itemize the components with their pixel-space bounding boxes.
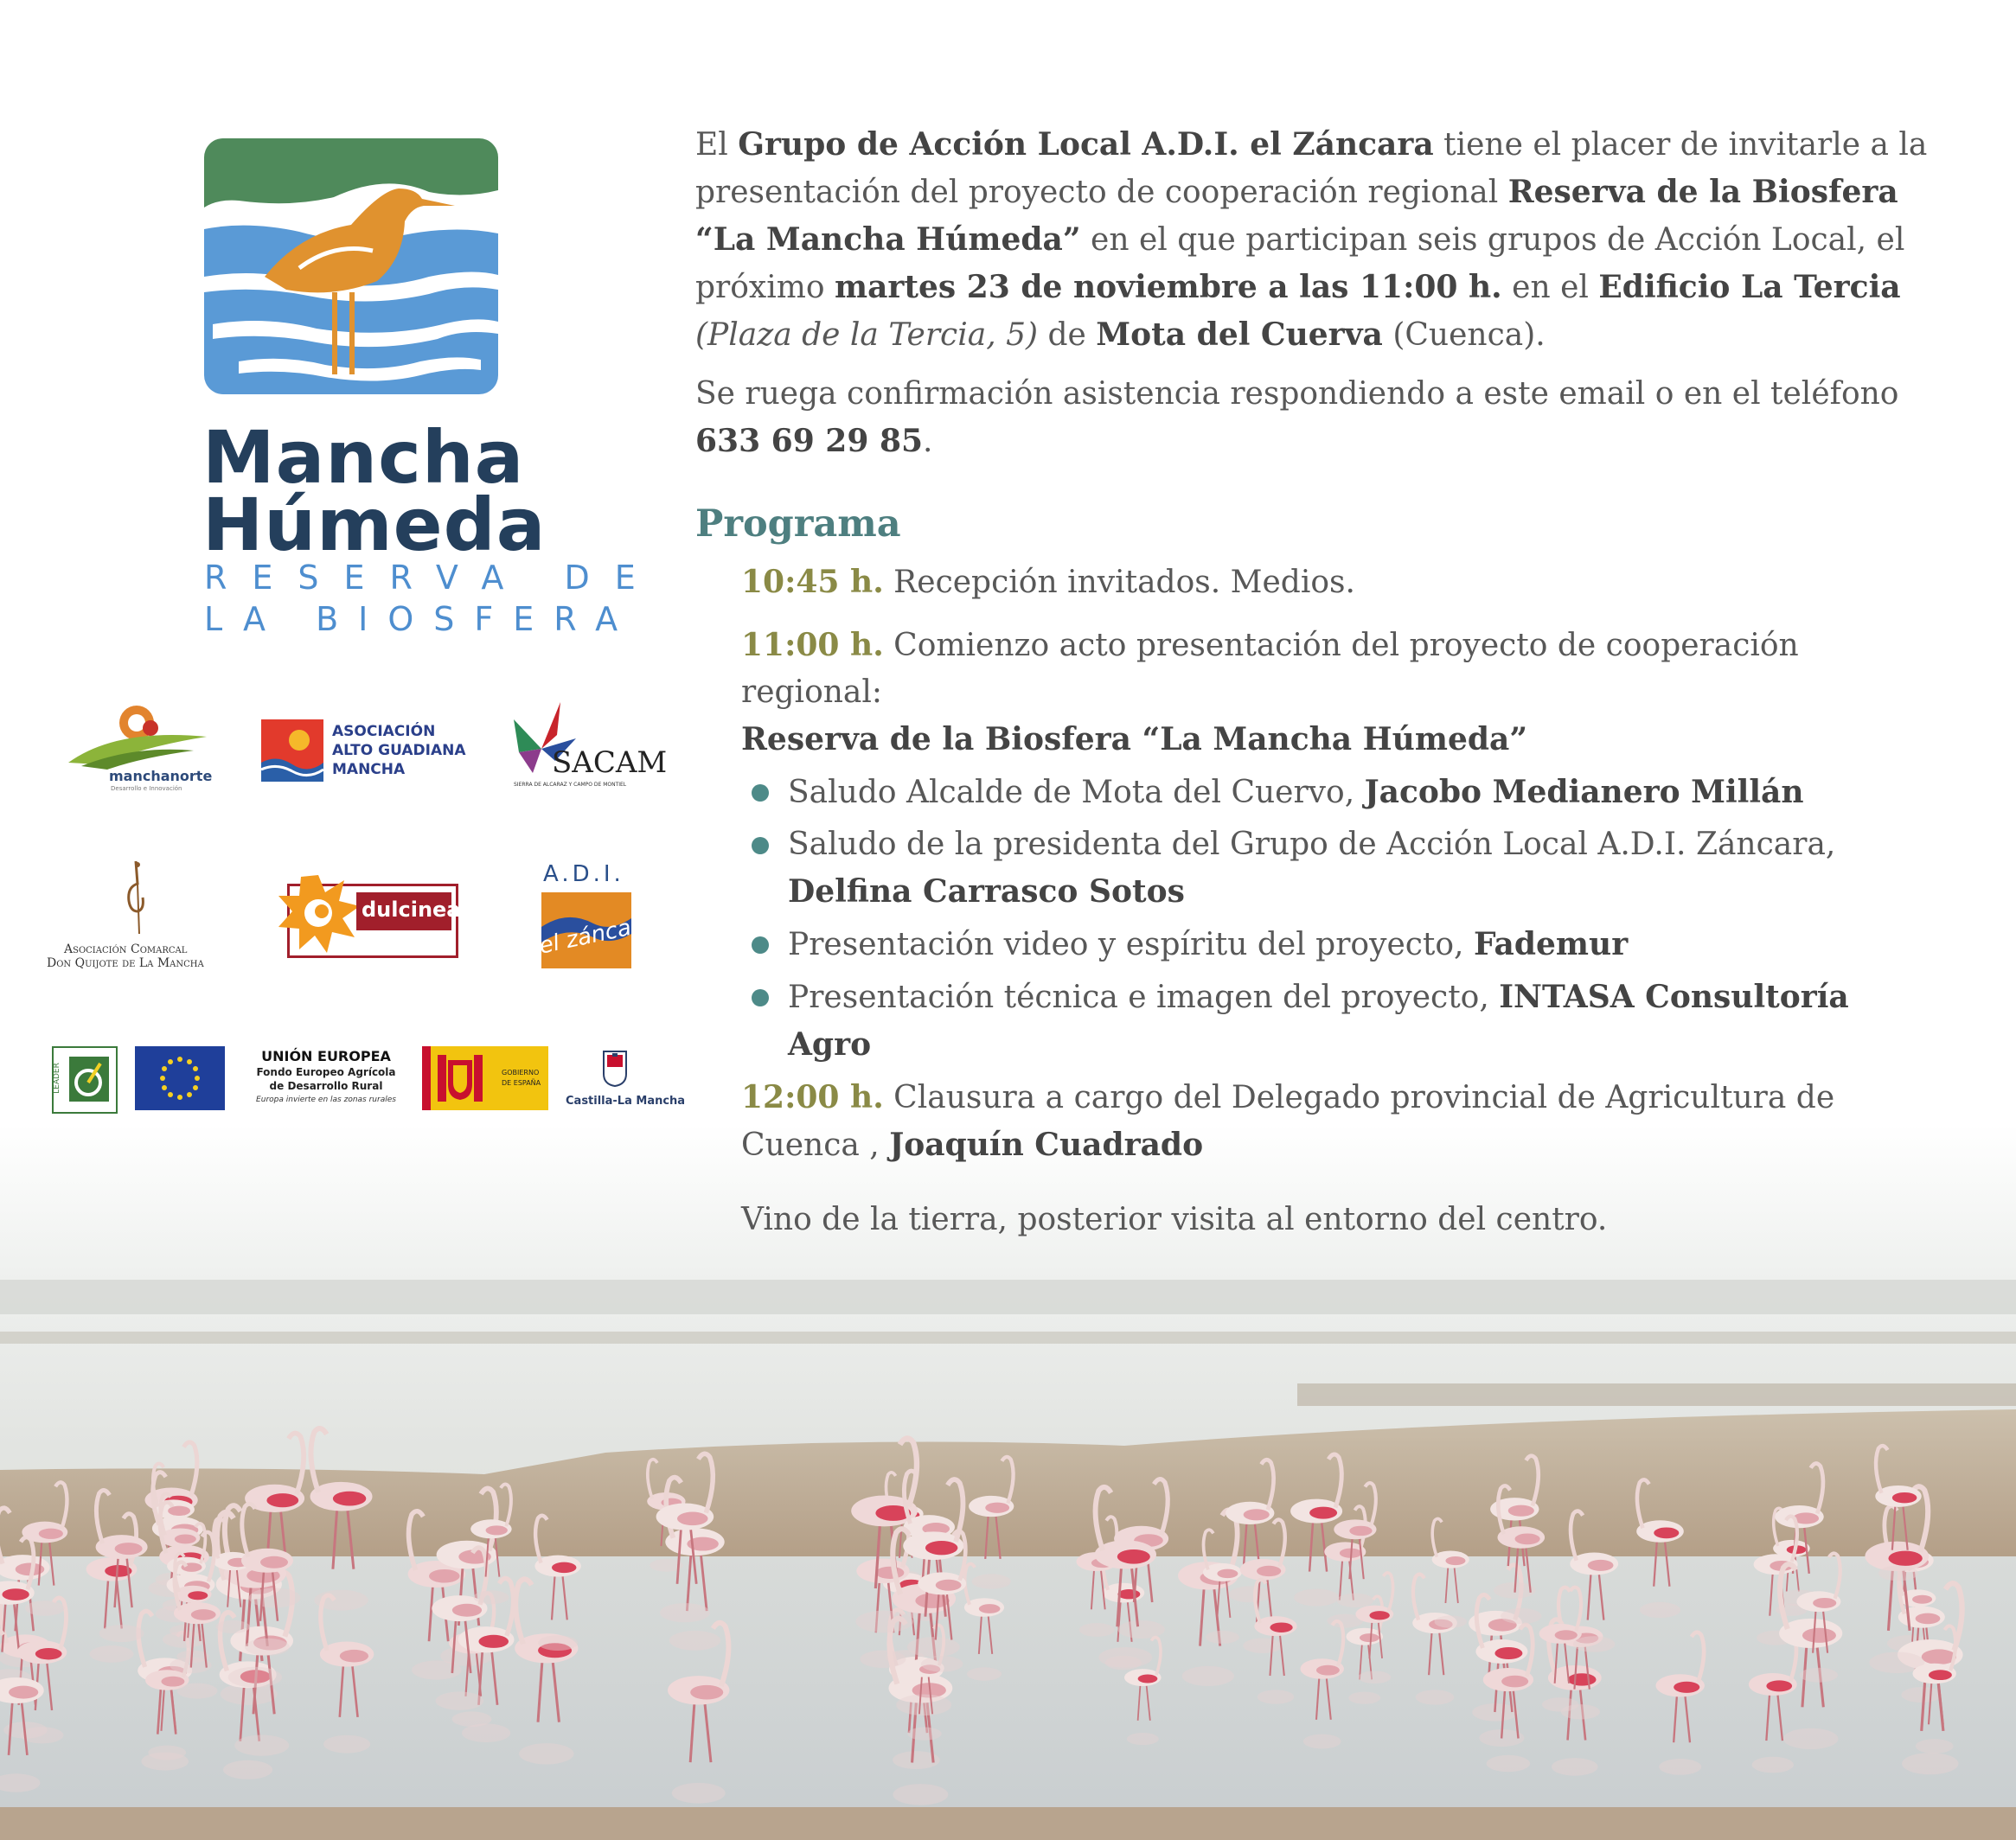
phone-number: 633 69 29 85 — [695, 423, 924, 459]
confirmation-paragraph — [695, 371, 1941, 465]
castilla-la-mancha-shield-icon — [602, 1048, 628, 1088]
program-project-name: Reserva de la Biosfera “La Mancha Húmeda” — [741, 721, 1528, 757]
program-text: Comienzo acto presentación del proyecto de cooperación regional: — [741, 628, 1799, 710]
mancha-humeda-bird-logo — [204, 138, 498, 394]
venue-name: Edificio La Tercia — [1598, 269, 1901, 305]
logo-title-line1: Mancha — [202, 415, 525, 500]
sacam-name: SACAM — [552, 745, 668, 780]
don-quijote-figure-icon — [118, 858, 153, 936]
manchanorte-emblem-icon — [64, 702, 211, 770]
program-heading: Programa — [695, 502, 901, 546]
adi-zancara-logo — [536, 861, 656, 972]
program-item-1100 — [741, 622, 1941, 716]
leader-emblem-icon — [66, 1053, 112, 1105]
intro-text: El — [695, 127, 739, 163]
ue-line4: Europa invierte en las zonas rurales — [256, 1096, 396, 1104]
program-list — [741, 559, 1941, 1243]
program-item-1200 — [741, 1074, 1941, 1169]
eu-flag — [135, 1046, 225, 1110]
bullet-item-tecnica — [741, 974, 1941, 1069]
manchanorte-tagline: Desarrollo e Innovación — [111, 785, 182, 792]
adi-zancara-name: el záncara — [536, 910, 656, 960]
ue-line1: UNIÓN EUROPEA — [261, 1048, 391, 1064]
intro-text: en el — [1501, 270, 1599, 305]
clm-name: Castilla-La Mancha — [566, 1095, 686, 1108]
dulcinea-name: dulcinea — [362, 898, 461, 922]
don-quijote-logo — [45, 858, 227, 970]
don-quijote-line1: Asociación Comarcal — [64, 942, 188, 956]
bullet-speaker: Jacobo Medianero Millán — [1364, 774, 1804, 810]
bullet-item-presidenta — [741, 821, 1941, 916]
alto-guadiana-line2: ALTO GUADIANA — [332, 742, 466, 759]
bullet-item-alcalde — [741, 769, 1941, 816]
intro-text: en el que participan seis grupos de Acción Local, el próximo — [695, 222, 1905, 305]
gobierno-espana-logo — [422, 1046, 548, 1110]
leader-label: LEADER — [52, 1063, 61, 1094]
gobierno-line2: DE ESPAÑA — [502, 1079, 541, 1087]
program-project-title — [741, 716, 1941, 763]
group-name: Grupo de Acción Local A.D.I. el Záncara — [738, 126, 1434, 163]
manchanorte-name: manchanorte — [109, 768, 213, 784]
program-item-1045 — [741, 559, 1941, 606]
alto-guadiana-line3: MANCHA — [332, 761, 406, 778]
confirmation-end: . — [923, 424, 933, 459]
bullet-text: Saludo de la presidenta del Grupo de Acción Local A.D.I. Záncara, — [788, 827, 1836, 862]
intro-text: (Cuenca). — [1382, 317, 1546, 353]
invitation-content — [695, 121, 1941, 1243]
program-sub-items — [741, 769, 1941, 1069]
logo-subtitle-line2: LA BIOSFERA — [204, 600, 638, 638]
program-footer: Vino de la tierra, posterior visita al entorno del centro. — [741, 1202, 1608, 1237]
ue-feader-text — [235, 1048, 417, 1112]
logo-title-line2: Húmeda — [202, 482, 547, 567]
intro-text: tiene el placer de invitarle a la presentación del proyecto de cooperación regional — [695, 127, 1928, 210]
spain-coat-of-arms-icon — [422, 1046, 500, 1110]
intro-text: de — [1038, 317, 1097, 353]
program-time: 12:00 h. — [741, 1079, 884, 1115]
gobierno-line1: GOBIERNO — [502, 1069, 540, 1077]
program-time: 10:45 h. — [741, 564, 884, 600]
sacam-logo — [507, 700, 668, 795]
project-name: Reserva de la Biosfera “La Mancha Húmeda” — [695, 174, 1898, 258]
confirmation-text: Se ruega confirmación asistencia respondiendo a este email o en el teléfono — [695, 376, 1899, 412]
bullet-speaker: INTASA Consultoría Agro — [788, 979, 1849, 1063]
bullet-speaker: Fademur — [1473, 926, 1629, 962]
alto-guadiana-logo — [261, 719, 469, 783]
dulcinea-sun-icon — [275, 872, 362, 955]
bullet-speaker: Delfina Carrasco Sotos — [788, 873, 1185, 910]
manchanorte-logo — [64, 702, 211, 797]
program-time: 11:00 h. — [741, 627, 884, 663]
alto-guadiana-emblem-icon — [261, 719, 323, 782]
program-text: Recepción invitados. Medios. — [883, 565, 1355, 600]
adi-name: A.D.I. — [543, 861, 624, 887]
alto-guadiana-line1: ASOCIACIÓN — [332, 723, 436, 740]
sacam-tagline: SIERRA DE ALCARAZ Y CAMPO DE MONTIEL — [514, 782, 627, 788]
event-date: martes 23 de noviembre a las 11:00 h. — [835, 269, 1502, 305]
ue-line3: de Desarrollo Rural — [269, 1080, 383, 1092]
bullet-text: Presentación técnica e imagen del proyecto, — [788, 980, 1500, 1015]
castilla-la-mancha-logo — [564, 1048, 686, 1112]
bullet-text: Saludo Alcalde de Mota del Cuervo, — [788, 775, 1365, 810]
program-text: Clausura a cargo del Delegado provincial de Agricultura de Cuenca , — [741, 1080, 1835, 1163]
venue-address: (Plaza de la Tercia, 5) — [695, 317, 1039, 353]
bullet-item-video — [741, 921, 1941, 968]
leader-logo — [52, 1046, 118, 1114]
ue-line2: Fondo Europeo Agrícola — [256, 1066, 396, 1078]
logo-subtitle-line1: RESERVA DE — [204, 559, 661, 597]
town-name: Mota del Cuerva — [1096, 316, 1383, 353]
don-quijote-line2: Don Quijote de La Mancha — [47, 956, 204, 970]
eu-stars-icon — [135, 1046, 225, 1110]
closing-speaker: Joaquín Cuadrado — [889, 1127, 1204, 1163]
intro-paragraph — [695, 121, 1941, 359]
bullet-text: Presentación video y espíritu del proyecto, — [788, 927, 1474, 962]
dulcinea-logo — [275, 872, 461, 955]
